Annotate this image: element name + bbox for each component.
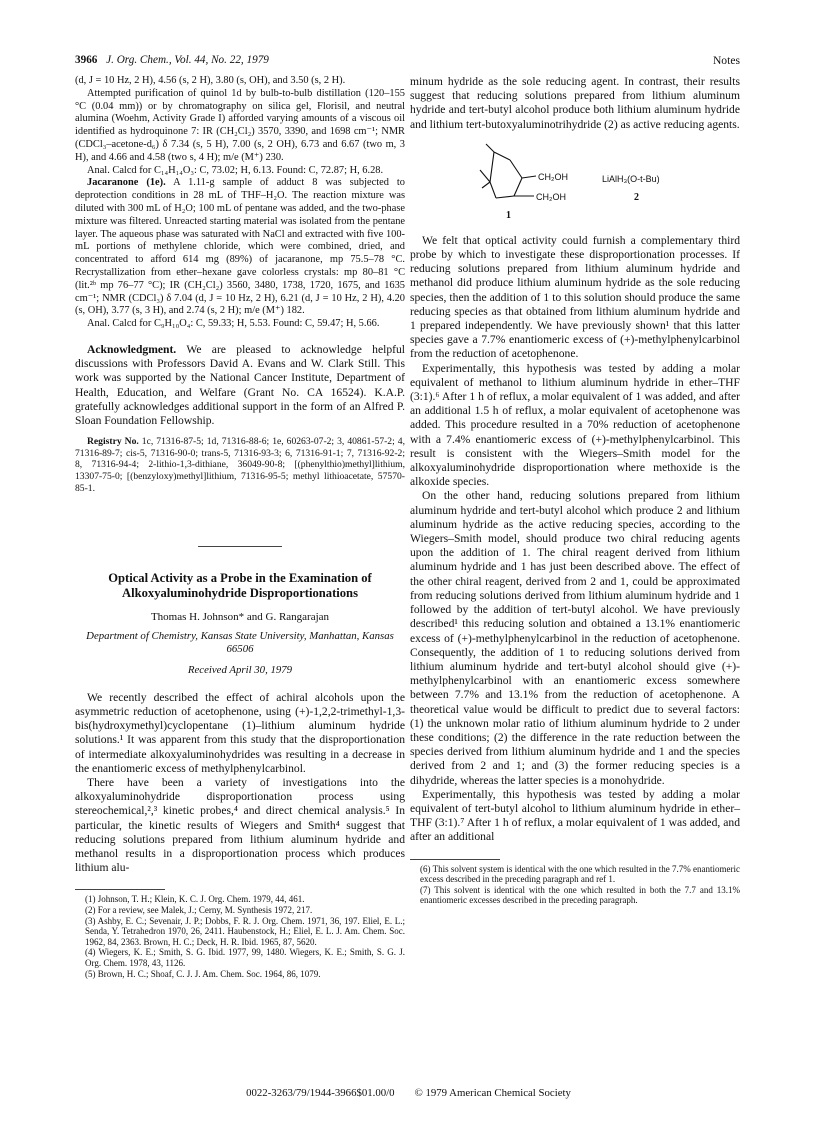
article-title: Optical Activity as a Probe in the Examination of Alkoxyaluminohydride Disproportionations bbox=[108, 571, 372, 601]
footnote: (4) Wiegers, K. E.; Smith, S. G. Ibid. 1977, 99, 1480. Wiegers, K. E.; Smith, S. G. J. Org. Chem. 1978, 43, 1126. bbox=[85, 947, 405, 968]
copyright: © 1979 American Chemical Society bbox=[414, 1087, 571, 1099]
paragraph bbox=[75, 177, 405, 318]
reagent-formula: LiAlH₃(O-t-Bu) bbox=[602, 173, 660, 184]
footnote: (6) This solvent system is identical with the one which resulted in the 7.7% enantiomeric excess described in the preceding paragraph and ref 1. bbox=[420, 863, 741, 885]
header-citation bbox=[75, 54, 269, 66]
footnote: (2) For a review, see Malek, J.; Cerny, M. Synthesis 1972, 217. bbox=[85, 904, 313, 915]
paragraph: Experimentally, this hypothesis was tested by adding a molar equivalent of tert-butyl alcohol to lithium aluminum hydride in ether–THF (3:1).⁷ After 1 h of reflux, a molar equivalent of 1 was added, and after an additional bbox=[410, 787, 740, 844]
acknowledgment-body: We are pleased to acknowledge helpful discussions with Professors David A. Evans and W. Clark Still. This work was supported by the National Cancer Institute, Department of Health, Education, and Welfare (Grant No. CA 16524). K.A.P. gratefully acknowledges additional support in the form of an Alfred P. Sloan Foundation Fellowship. bbox=[75, 342, 405, 427]
paragraph: We recently described the effect of achiral alcohols upon the asymmetric reduction of acetophenone, using (+)-1,2,2-trimethyl-1,3-bis(hydroxymethyl)cyclopentane (1)–lithium aluminum hydride solutions.¹ It was apparent from this study that the disproportionation of intermediate alkoxyaluminohydrides was resulting in a decrease in the enantiomeric excess of methylphenylcarbinol. bbox=[75, 690, 405, 775]
paragraph: On the other hand, reducing solutions prepared from lithium aluminum hydride and tert-butyl alcohol which produce 2 and lithium aluminum hydride as the active reducing species, according to the Wiegers–Smith model, should produce two chiral reducing agents upon the addition of 1. The chiral reagent derived from lithium aluminum hydride and 1 has just been described above. The effect of the other chiral reagent, derived from 2 and 1, could be approximated from reducing solutions derived from lithium aluminum hydride and 1 followed by the addition of tert-butyl alcohol. We have previously described¹ this reducing solution and obtained a 13.1% enantiomeric excess of (+)-methylphenylcarbinol in the reduction of acetophenone. Consequently, the addition of 1 to reducing solutions derived from lithium aluminum hydride and tert-butyl alcohol should give (+)-methylphenylcarbinol with an enantiomeric excess somewhere between 7.7% and 13.1% from the reduction of acetophenone. A theoretical value would be difficult to predict due to several factors: (1) the unknown molar ratio of lithium aluminum hydride to 2 under these conditions; (2) the difference in the rate reduction between the species derived from lithium aluminum hydride and 1 and the species derived from 2 and 1; and (3) the former reducing species is a dihydride, whereas the latter species is a monohydride. bbox=[410, 489, 740, 787]
paragraph: (d, J = 10 Hz, 2 H), 4.56 (s, 2 H), 3.80 (s, OH), and 3.50 (s, 2 H). bbox=[75, 75, 346, 86]
paragraph: Anal. Calcd for C₁₄H₁₄O₃: C, 73.02; H, 6.13. Found: C, 72.87; H, 6.28. bbox=[87, 164, 384, 176]
affiliation: Department of Chemistry, Kansas State University, Manhattan, Kansas 66506 bbox=[86, 629, 394, 655]
bicyclic-diol-structure bbox=[410, 138, 740, 230]
article-code: 0022-3263/79/1944-3966$01.00/0 bbox=[246, 1087, 395, 1099]
page-footer bbox=[0, 1087, 817, 1099]
paragraph: minum hydride as the sole reducing agent. In contrast, their results suggest that reducing solutions prepared from lithium aluminum hydride and tert-butyl alcohol produce both lithium aluminum hydride and lithium tert-butoxyaluminotrihydride (2) as active reducing agents. bbox=[410, 75, 740, 131]
left-column bbox=[75, 75, 405, 979]
section-name: Notes bbox=[712, 54, 740, 67]
right-column bbox=[410, 75, 740, 906]
received-date: Received April 30, 1979 bbox=[187, 663, 293, 676]
chemical-structures bbox=[410, 138, 740, 230]
run-in-heading: Jacaranone (1e). bbox=[87, 177, 166, 189]
registry-heading: Registry No. bbox=[87, 436, 139, 448]
footnote: (7) This solvent is identical with the one which resulted in both the 7.7 and 13.1% enantiomeric excesses described in the preceding paragraph. bbox=[420, 884, 740, 906]
running-header bbox=[75, 54, 740, 70]
authors: Thomas H. Johnson* and G. Rangarajan bbox=[150, 611, 330, 624]
acknowledgment-heading: Acknowledgment. bbox=[87, 342, 177, 356]
paragraph: Anal. Calcd for C₉H₁₀O₄: C, 59.33; H, 5.53. Found: C, 59.47; H, 5.66. bbox=[87, 318, 380, 330]
footnote-rule bbox=[75, 889, 165, 890]
section-divider bbox=[198, 546, 282, 547]
footnote: (5) Brown, H. C.; Shoaf, C. J. J. Am. Chem. Soc. 1964, 86, 1079. bbox=[85, 968, 321, 979]
journal-reference: J. Org. Chem., Vol. 44, No. 22, 1979 bbox=[106, 54, 269, 66]
acknowledgment bbox=[75, 343, 405, 428]
paragraph: There have been a variety of investigations into the alkoxyaluminohydride disproportionation process using stereochemical,²,³ kinetic probes,⁴ and direct chemical analysis.⁵ In particular, the kinetic results of Wiegers and Smith⁴ suggest that reducing solutions prepared from lithium aluminum hydride and methanol results in a disproportionation process which produces lithium alu- bbox=[75, 775, 405, 875]
footnote: (3) Ashby, E. C.; Sevenair, J. P.; Dobbs, F. R. J. Org. Chem. 1971, 36, 197. Eliel, E. L.; Senda, Y. Tetrahedron 1970, 26, 2411. Haubenstock, H.; Eliel, E. L. J. Am. Chem. Soc. 1962, 84, 2363. Brown, H. C.; Deck, H. R. Ibid. 1965, 87, 5620. bbox=[85, 915, 405, 947]
registry-numbers bbox=[75, 436, 405, 494]
footnotes bbox=[410, 864, 740, 906]
compound-number-1: 1 bbox=[506, 209, 511, 221]
footnote: (1) Johnson, T. H.; Klein, K. C. J. Org. Chem. 1979, 44, 461. bbox=[85, 894, 305, 905]
structure-label-bottom: CH₂OH bbox=[536, 191, 566, 202]
footnote-rule bbox=[410, 859, 500, 860]
paragraph: Attempted purification of quinol 1d by bulb-to-bulb distillation (120–155 °C (0.04 mm)) or by chromatography on silica gel, Florisil, and neutral alumina (Woehm, Activity Grade I) afforded varying amounts of a viscous oil identified as hydroquinone 7: IR (CH₂Cl₂) 3570, 3390, and 1698 cm⁻¹; NMR (CDCl₃–acetone-d₆) δ 7.34 (s, 5 H), 7.00 (s, 2 OH), 6.73 and 6.67 (two m, 3 H), and 4.66 and 4.58 (two s, 4 H); m/e (M⁺) 230. bbox=[75, 87, 405, 163]
page-number: 3966 bbox=[75, 54, 98, 66]
registry-body: 1c, 71316-87-5; 1d, 71316-88-6; 1e, 60263-07-2; 3, 40861-57-2; 4, 71316-89-7; cis-5, 71316-90-0; trans-5, 71316-93-3; 6, 71316-91-1; 7, 71316-92-2; 8, 71316-94-4; 2-lithio-1,3-dithiane, 36049-90-8; [(phenylthio)methyl]lithium, 13307-75-0; [(benzyloxy)methyl]lithium, 71316-95-5; methyl lithioacetate, 57570-85-1. bbox=[75, 436, 405, 494]
paragraph: Experimentally, this hypothesis was tested by adding a molar equivalent of methanol to lithium aluminum hydride in ether–THF (3:1).⁶ After 1 h of reflux, a molar equivalent of 1 was added, and after an additional 1.5 h of reflux, a molar equivalent of acetophenone was added. This procedure resulted in a 70% reduction of acetophenone with a 7.4% enantiomeric excess of (+)-methylphenylcarbinol. This result is consistent with the Wiegers–Smith model for the alkoxyaluminohydride disproportionation where methoxide is the alkoxide species. bbox=[410, 361, 740, 489]
compound-number-2: 2 bbox=[634, 191, 639, 203]
footnotes bbox=[75, 894, 405, 979]
paragraph-body: A 1.11-g sample of adduct 8 was subjected to deprotection conditions in 28 mL of THF–H₂O. The reaction mixture was diluted with 300 mL of H₂O; 100 mL of pentane was added, and the two-phase mixture was filtered. Unreacted starting material was isolated from the pentane layer. The aqueous phase was saturated with NaCl and extracted with five 100-mL portions of methylene chloride, which were combined, dried, and concentrated to afford 614 mg (89%) of jacaranone, mp 75.5–78 °C. Recrystallization from ether–hexane gave colorless crystals: mp 80–81 °C (lit.²ᵇ mp 76–77 °C); IR (CH₂Cl₂) 3560, 3480, 1738, 1720, 1675, and 1635 cm⁻¹; NMR (CDCl₃) δ 7.04 (d, J = 10 Hz, 2 H), 6.21 (d, J = 10 Hz, 2 H), 4.20 (s, OH), 3.77 (s, 3 H), and 2.74 (s, 2 H); m/e (M⁺) 182. bbox=[75, 177, 405, 317]
structure-label-top: CH₂OH bbox=[538, 171, 568, 182]
paragraph: We felt that optical activity could furnish a complementary third probe by which to investigate these disproportionation processes. If reducing solutions prepared from lithium aluminum hydride and methanol did produce lithium aluminum hydride as the sole reducing species, then the addition of 1 to this solution should produce the same reducing species as that obtained from lithium aluminum hydride and 1 prepared independently. We have previously shown¹ that this latter species gave a 7.7% enantiomeric excess of (+)-methylphenylcarbinol from the reduction of acetophenone. bbox=[410, 233, 740, 361]
